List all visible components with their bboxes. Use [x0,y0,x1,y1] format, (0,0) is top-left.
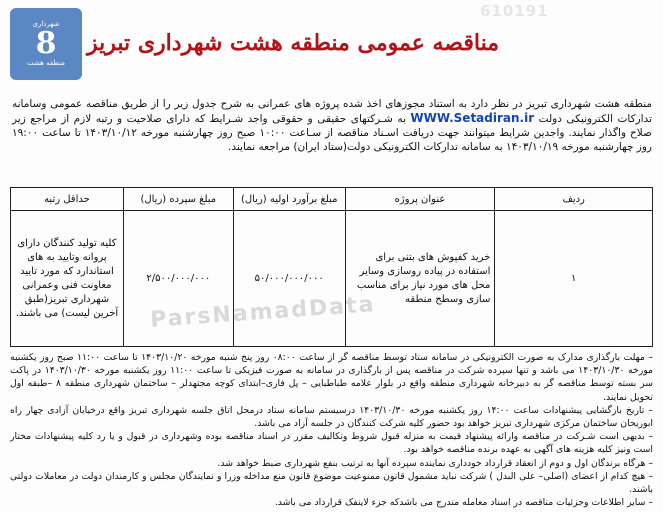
column-header-requirement: حداقل رتبه [11,188,124,211]
logo-text-top: شهرداری [32,20,60,28]
column-header-estimate: مبلغ برآورد اولیه (ریال) [233,188,345,211]
setadiran-link[interactable]: WWW.Setadiran.ir [410,111,535,125]
cell-requirement: کلیه تولید کنندگان دارای پروانه وتایید به های استاندارد که مورد تایید معاونت فنی وعمرانی شهرداری تبریز(طبق آخرین لیست) می باشند. [11,211,124,347]
municipality-logo [10,8,82,80]
column-header-deposit: مبلغ سپرده (ریال) [123,188,233,211]
cell-project-title: خرید کفپوش های بتنی برای استفاده در پیاده روسازی وسایر محل های مورد نیاز برای مناسب سازی وسطح منطقه [345,211,495,347]
cell-deposit: ۲/۵۰۰/۰۰۰/۰۰۰ [123,211,233,347]
cell-estimate: ۵۰/۰۰۰/۰۰۰/۰۰۰ [233,211,345,347]
tender-table [10,187,653,347]
note-item: – بدیهی است شـرکت در مناقصه وارائه پیشنهاد قیمت به منزله قبول شروط وتکالیف مقرر در اسناد مناقصه بوده وشهرداری در قبول و یا رد کلیه پیشنهادات مختار است ونیز کلیه هزینه های آگهی به عهده برنده مناقصه خواهد بود. [10,431,653,456]
logo-text-bottom: منطقه هشت [27,59,65,67]
header [0,0,663,92]
note-item: – مهلت بارگذاری مدارک به صورت الکترونیکی در سامانه ستاد توسط مناقصه گر از ساعت ۰۸:۰۰ روز پنج شنبه مورخه ۱۴۰۳/۱۰/۲۰ تا ساعت ۱۱:۰۰ صبح روز یکشنبه مورخه ۱۴۰۳/۱۰/۳۰ می باشد و تنها سپرده شرکت در مناقصه پس از بارگذاری در سامانه به صورت فیزیکی تا ساعت ۱۱:۰۰ روز یکشنبه مورخه ۱۴۰۳/۱۰/۳۰ در پاکت سر بسته توسط مناقصه گر به دبیرخانه شهرداری منطقه واقع در بلوار علامه طباطبایی – پل فاری–ابتدای کوچه مجتهدلر – ساختمان شهرداری منطقه ۸ –طبقه اول تحویل نمایند. [10,352,653,403]
cell-row-number: ۱ [495,211,653,347]
intro-text-1: منطقه هشت شهرداری تبریز در نظر دارد به استناد مجوزهای اخذ شده پروژه های عمرانی به شرح جدول زیر را از طریق مناقصه عمومی وسامانه تدارکات الکترونیکی دولت [12,98,652,125]
column-header-row-number: ردیف [495,188,653,211]
intro-text-2: به شـرکتهای حقیقی و حقوقی واجد شـرایط که دارای صلاحیت و رتبه لازم از مراجع زیر صلاح واگذار نمایند. واجدین شرایط میتوانند جهت دریافت اسـناد مناقصه از سـاعت ۱۰:۰۰ صبح روز چهارشنبه مورخه ۱۴۰۳/۱۰/۱۲ تا ساعت ۱۹:۰۰ روز چهارشنبه مورخه ۱۴۰۳/۱۰/۱۹ به سامانه تدارکات الکترونیکی دولت(ستاد ایران) مراجعه نمایند. [12,113,652,153]
table-header-row [11,188,653,211]
logo-number: 8 [35,26,57,61]
note-item: – هرگاه برندگان اول و دوم از انعقاد قرارداد خودداری نماینده سپرده آنها به ترتیب بنفع شهرداری ضبط خواهد شد. [217,457,653,469]
notes-list [10,351,653,509]
table-row [11,211,653,347]
watermark: ParsNamadData [149,292,377,333]
intro-paragraph [12,97,652,154]
column-header-project: عنوان پروژه [345,188,495,211]
serial-number: 610191 [480,2,549,20]
note-item: – تاریخ بازگشایی پیشنهادات ساعت ۱۴:۰۰ روز یکشنبه مورخه ۱۴۰۳/۱۰/۳۰ درسیستم سامانه ستاد درمحل اتاق جلسه شهرداری تبریز واقع درخیابان آزادی چهار راه ابوریحان ساختمان مرکزی شهرداری تبریز خواهد بود حضور کلیه شرکت کنندگان در جلسه آزاد می باشد. [10,404,654,430]
note-item: – سایر اطلاعات وجزئیات مناقصه در اسناد معامله مندرج می باشدکه جزء لاینفک قرارداد می باشد. [274,497,653,509]
page-title: مناقصه عمومی منطقه هشت شهرداری تبریز [87,30,499,56]
note-item: – هیچ کدام از اعضای (اصلی– علی البدل ) شرکت نباید مشمول قانون ممنوعیت موضوع قانون منع مداخله وزرا و نمایندگان مجلس و کارمندان دولت در معاملات دولتی باشند. [10,470,653,496]
